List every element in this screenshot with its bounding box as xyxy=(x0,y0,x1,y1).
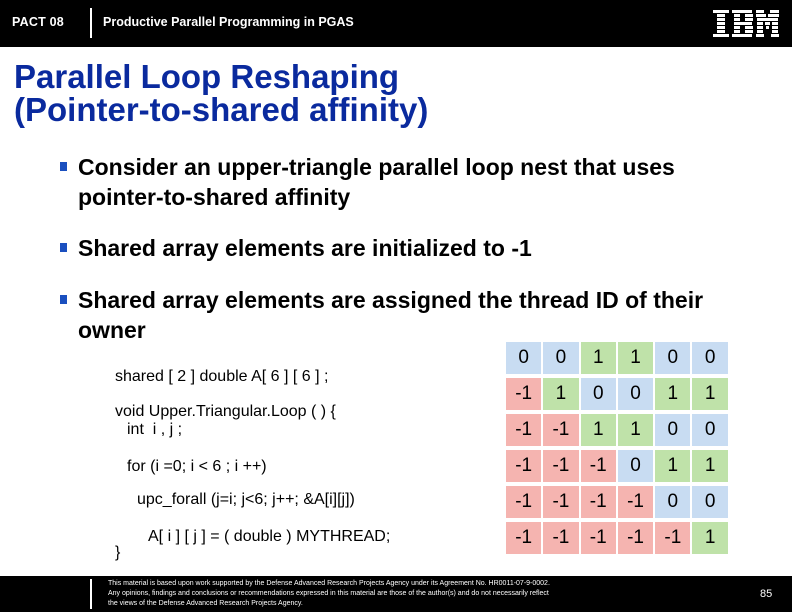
header-bar xyxy=(0,0,792,47)
matrix-row xyxy=(505,520,754,556)
matrix-cell: -1 xyxy=(543,450,578,482)
slide-title-line-2: (Pointer-to-shared affinity) xyxy=(14,91,429,128)
bullet-item xyxy=(60,285,740,345)
ibm-logo-icon xyxy=(712,9,780,41)
matrix-cell: -1 xyxy=(543,486,578,518)
matrix-cell: 1 xyxy=(581,342,616,374)
disclaimer-line-3: the views of the Defense Advanced Research Projects Agency. xyxy=(108,600,303,607)
matrix-cell: -1 xyxy=(618,486,653,518)
bullet-square-icon xyxy=(60,295,67,304)
bullet-item xyxy=(60,152,740,212)
code-line-func: void Upper.Triangular.Loop ( ) { xyxy=(115,403,336,420)
matrix-row xyxy=(505,448,754,484)
matrix-cell: -1 xyxy=(655,522,690,554)
matrix-cell: 0 xyxy=(581,378,616,410)
header-divider xyxy=(90,8,92,38)
matrix-cell: -1 xyxy=(506,450,541,482)
matrix-cell: -1 xyxy=(581,450,616,482)
code-line-ints: int i , j ; xyxy=(127,421,183,438)
matrix-cell: -1 xyxy=(581,522,616,554)
bullet-text: Shared array elements are initialized to -1 xyxy=(78,235,532,261)
disclaimer-line-2: Any opinions, findings and conclusions or recommendations expressed in this material are those of the author(s) and do not necessarily reflect xyxy=(108,590,549,597)
matrix-cell: 1 xyxy=(618,342,653,374)
disclaimer xyxy=(108,579,628,609)
matrix-cell: 1 xyxy=(655,378,690,410)
slide-title xyxy=(14,60,428,126)
bullet-item xyxy=(60,233,740,263)
code-line-for: for (i =0; i < 6 ; i ++) xyxy=(127,458,267,475)
matrix-cell: 1 xyxy=(655,450,690,482)
matrix-cell: 0 xyxy=(506,342,541,374)
matrix-cell: 1 xyxy=(692,378,727,410)
matrix-cell: 0 xyxy=(655,342,690,374)
disclaimer-line-1: This material is based upon work supported by the Defense Advanced Research Projects Agency under its Agreement No. HR0011-07-9-0002. xyxy=(108,580,550,587)
matrix-cell: 0 xyxy=(655,486,690,518)
matrix-cell: 1 xyxy=(692,522,727,554)
bullet-text: Shared array elements are assigned the thread ID of their owner xyxy=(78,287,704,343)
matrix-cell: 1 xyxy=(581,414,616,446)
slide-title-line-1: Parallel Loop Reshaping xyxy=(14,58,400,95)
matrix-cell: 1 xyxy=(543,378,578,410)
matrix-cell: 0 xyxy=(618,378,653,410)
code-line-upc-forall: upc_forall (j=i; j<6; j++; &A[i][j]) xyxy=(137,491,355,508)
matrix-cell: 1 xyxy=(692,450,727,482)
matrix-cell: -1 xyxy=(506,414,541,446)
matrix-row xyxy=(505,340,754,376)
matrix-cell: 0 xyxy=(655,414,690,446)
deck-title: Productive Parallel Programming in PGAS xyxy=(103,15,354,29)
code-line-close: } xyxy=(115,544,121,561)
footer-divider xyxy=(90,579,92,609)
matrix-cell: 0 xyxy=(692,342,727,374)
bullet-square-icon xyxy=(60,162,67,171)
matrix-cell: 0 xyxy=(618,450,653,482)
matrix-cell: -1 xyxy=(543,522,578,554)
matrix-cell: -1 xyxy=(543,414,578,446)
matrix-cell: 0 xyxy=(543,342,578,374)
matrix-cell: -1 xyxy=(581,486,616,518)
code-line-assign: A[ i ] [ j ] = ( double ) MYTHREAD; xyxy=(148,528,391,545)
matrix-cell: -1 xyxy=(506,486,541,518)
matrix-cell: 0 xyxy=(692,414,727,446)
footer-bar xyxy=(0,576,792,612)
bullet-square-icon xyxy=(60,243,67,252)
matrix-row xyxy=(505,484,754,520)
matrix-cell: 1 xyxy=(618,414,653,446)
bullet-text: Consider an upper-triangle parallel loop nest that uses pointer-to-shared affinity xyxy=(78,154,675,210)
page-number: 85 xyxy=(760,588,773,600)
matrix-row xyxy=(505,376,754,412)
matrix-row xyxy=(505,412,754,448)
matrix-cell: -1 xyxy=(506,378,541,410)
matrix-cell: -1 xyxy=(506,522,541,554)
matrix-cell: -1 xyxy=(618,522,653,554)
code-line-decl: shared [ 2 ] double A[ 6 ] [ 6 ] ; xyxy=(115,368,329,385)
array-matrix xyxy=(505,340,754,556)
conference-label: PACT 08 xyxy=(12,15,64,29)
matrix-cell: 0 xyxy=(692,486,727,518)
